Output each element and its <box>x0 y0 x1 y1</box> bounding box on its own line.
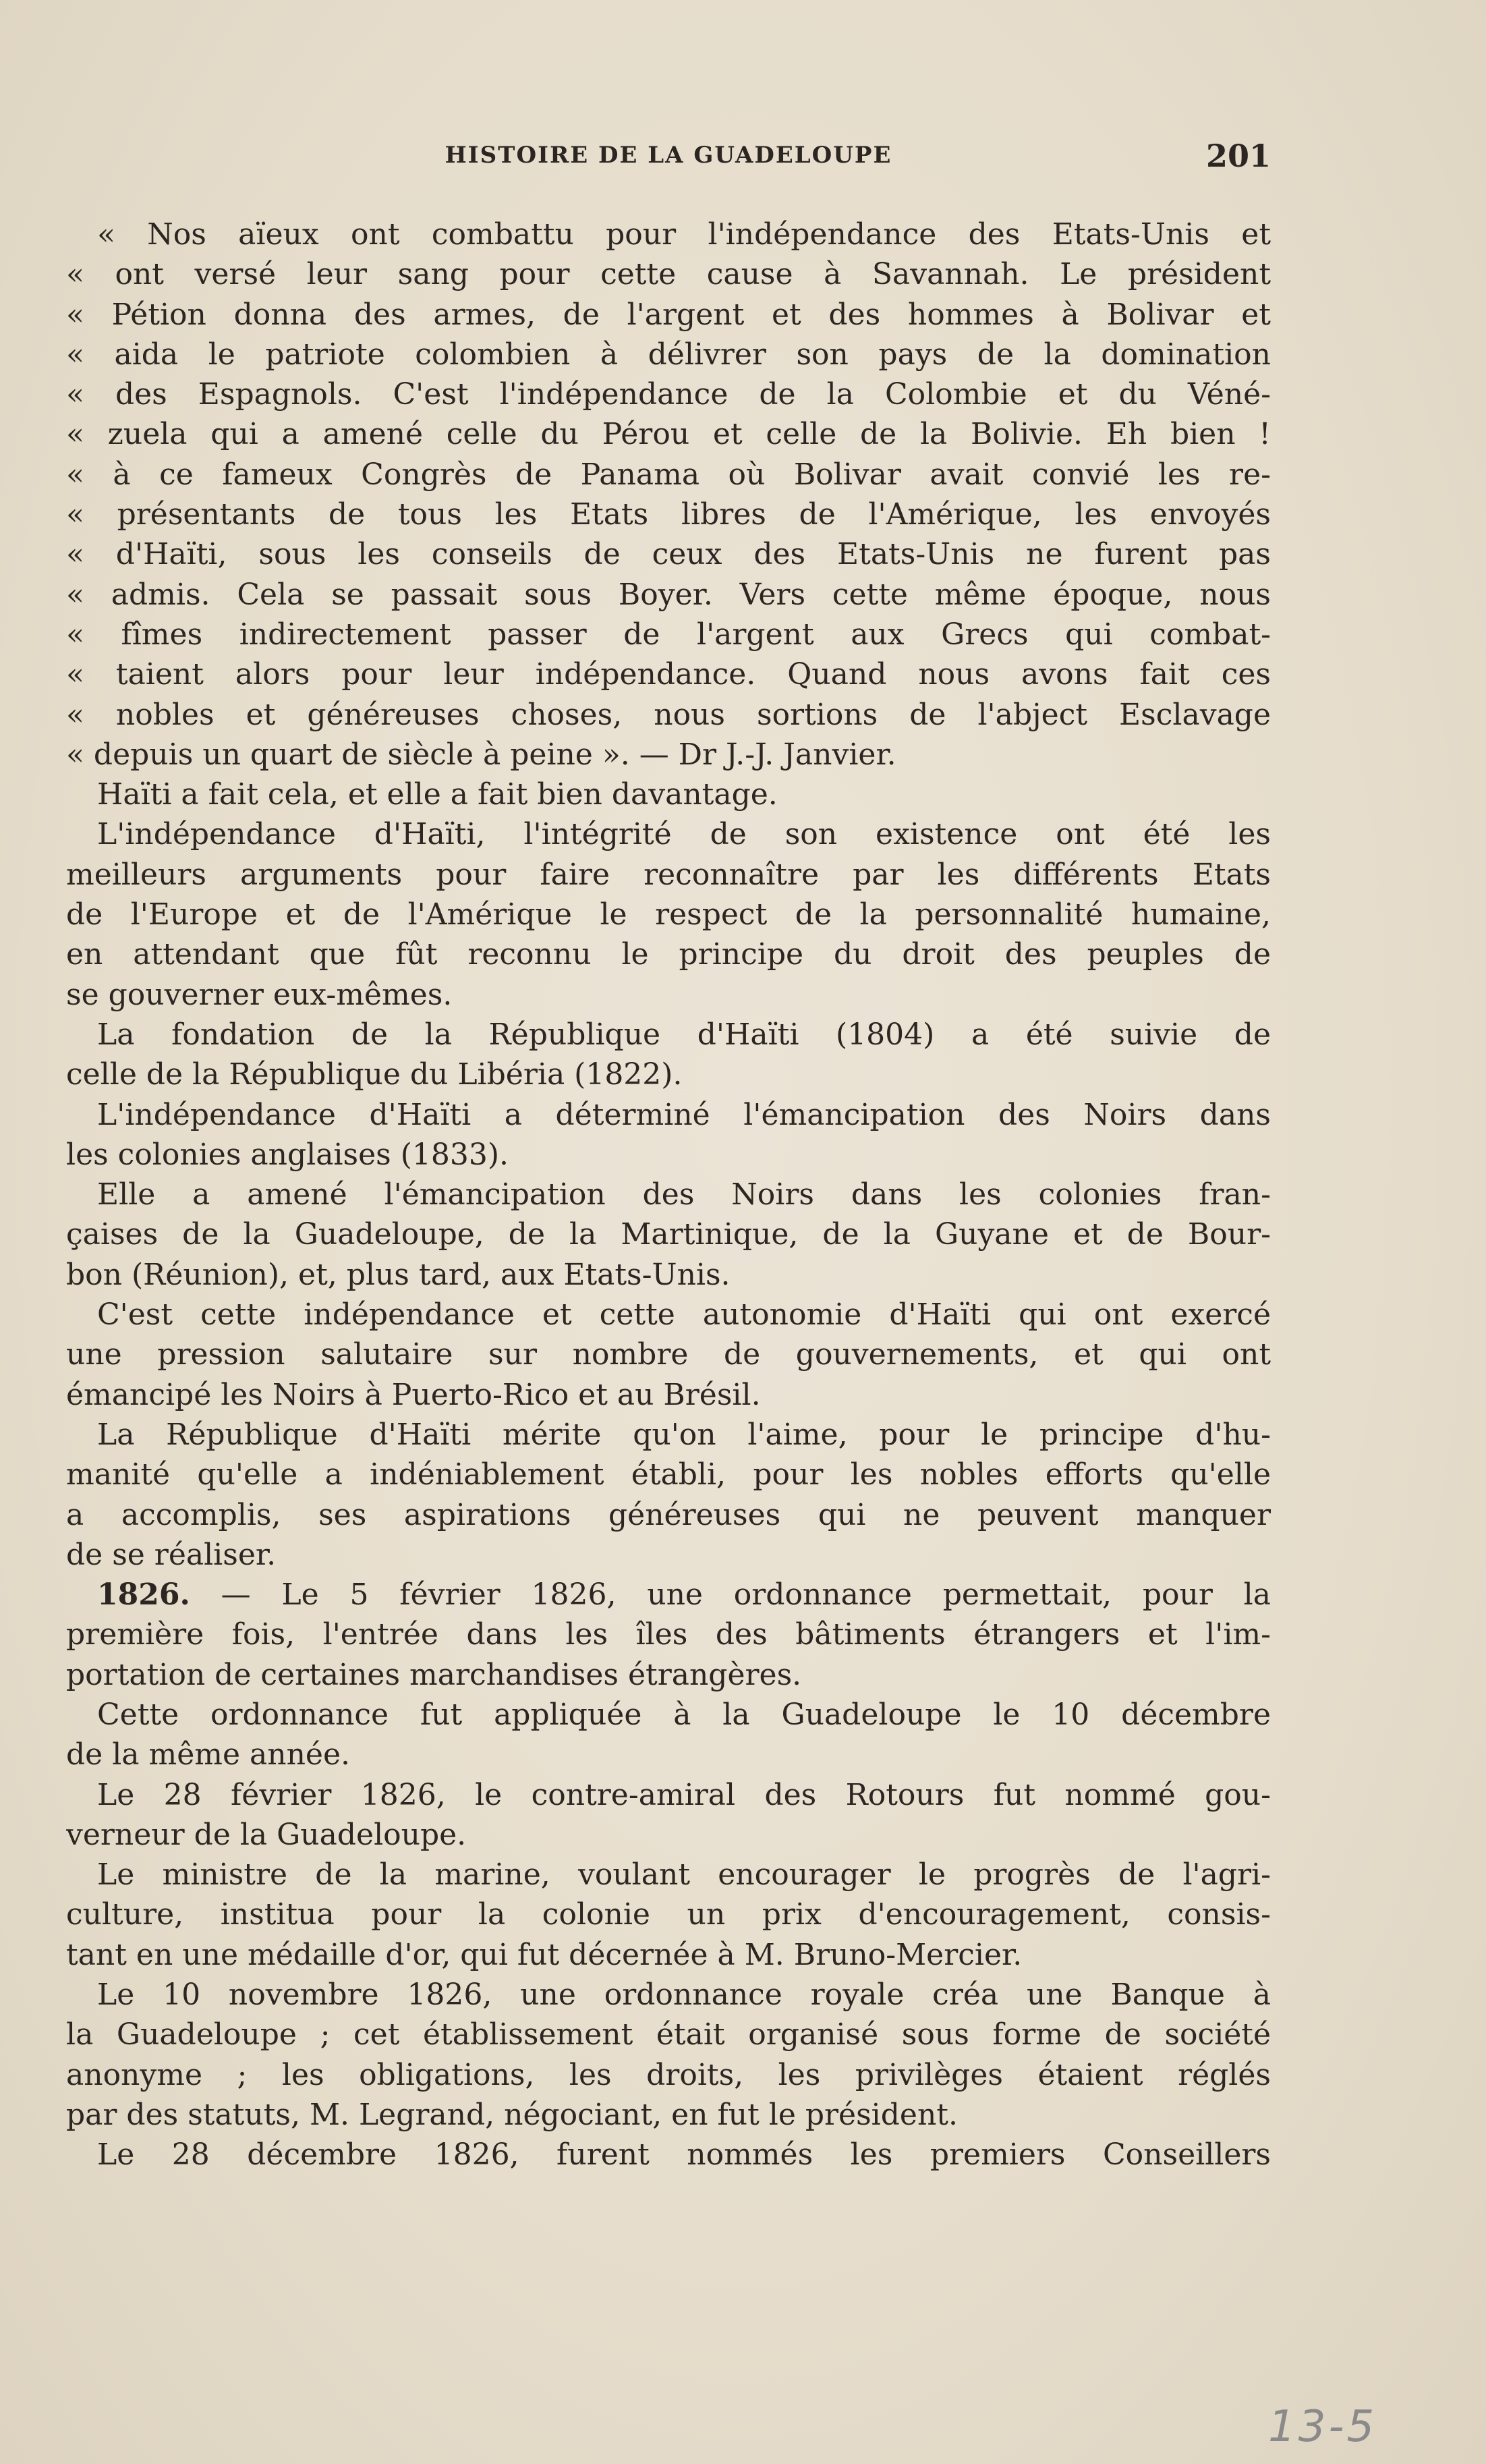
body-text <box>66 215 1271 2175</box>
line-text: la Guadeloupe ; cet établissement était organisé sous forme de société <box>66 2017 1271 2052</box>
line-text: portation de certaines marchandises étrangères. <box>66 1657 802 1692</box>
text-line <box>66 1495 1271 1535</box>
text-line <box>66 495 1271 534</box>
text-line <box>66 215 1271 254</box>
text-line <box>66 1775 1271 1815</box>
line-text: C'est cette indépendance et cette autonomie d'Haïti qui ont exercé <box>97 1297 1271 1333</box>
text-line <box>66 455 1271 495</box>
line-text: meilleurs arguments pour faire reconnaître par les différents Etats <box>66 857 1271 892</box>
text-line <box>66 1015 1271 1055</box>
line-text: en attendant que fût reconnu le principe du droit des peuples de <box>66 937 1271 972</box>
line-text: de la même année. <box>66 1737 350 1772</box>
line-text: Le 10 novembre 1826, une ordonnance royale créa une Banque à <box>97 1978 1271 2013</box>
line-text: une pression salutaire sur nombre de gouvernements, et qui ont <box>66 1337 1271 1372</box>
text-line <box>66 654 1271 694</box>
line-text: çaises de la Guadeloupe, de la Martinique, de la Guyane et de Bour- <box>66 1217 1271 1252</box>
line-text: Cette ordonnance fut appliquée à la Guadeloupe le 10 décembre <box>97 1697 1271 1732</box>
line-text: émancipé les Noirs à Puerto-Rico et au Brésil. <box>66 1377 761 1412</box>
line-text: « d'Haïti, sous les conseils de ceux des Etats-Unis ne furent pas <box>66 537 1271 572</box>
text-line <box>66 1335 1271 1374</box>
text-line <box>66 1055 1271 1094</box>
text-line <box>66 1975 1271 2015</box>
text-line <box>66 575 1271 615</box>
line-text: La fondation de la République d'Haïti (1804) a été suivie de <box>97 1017 1271 1052</box>
text-line <box>66 1695 1271 1735</box>
line-text: bon (Réunion), et, plus tard, aux Etats-Unis. <box>66 1257 731 1292</box>
line-text: Elle a amené l'émancipation des Noirs dans les colonies fran- <box>97 1177 1271 1212</box>
line-text: « à ce fameux Congrès de Panama où Bolivar avait convié les re- <box>66 457 1271 492</box>
text-line <box>66 695 1271 735</box>
text-line <box>66 254 1271 294</box>
text-line <box>66 1455 1271 1494</box>
line-text: « présentants de tous les Etats libres de l'Amérique, les envoyés <box>66 497 1271 532</box>
text-line <box>66 1655 1271 1695</box>
line-text: culture, institua pour la colonie un prix d'encouragement, consis- <box>66 1897 1271 1932</box>
text-line <box>66 1214 1271 1254</box>
line-text: manité qu'elle a indéniablement établi, pour les nobles efforts qu'elle <box>66 1457 1271 1492</box>
text-line <box>66 895 1271 934</box>
line-text: par des statuts, M. Legrand, négociant, en fut le président. <box>66 2097 958 2132</box>
text-line <box>66 1615 1271 1654</box>
text-line <box>66 1815 1271 1855</box>
text-line <box>66 1295 1271 1335</box>
page-header <box>66 138 1271 182</box>
line-text: tant en une médaille d'or, qui fut décernée à M. Bruno-Mercier. <box>66 1937 1023 1972</box>
text-line <box>66 1135 1271 1175</box>
line-text: « ont versé leur sang pour cette cause à Savannah. Le président <box>66 257 1271 292</box>
text-line <box>66 1175 1271 1214</box>
text-line <box>66 1375 1271 1415</box>
text-line <box>66 2095 1271 2135</box>
text-line <box>66 615 1271 654</box>
line-text: « aida le patriote colombien à délivrer son pays de la domination <box>66 337 1271 372</box>
line-text: L'indépendance d'Haïti a déterminé l'émancipation des Noirs dans <box>97 1097 1271 1132</box>
line-text: — Le 5 février 1826, une ordonnance permettait, pour la <box>190 1577 1271 1613</box>
line-text: « des Espagnols. C'est l'indépendance de la Colombie et du Véné- <box>66 377 1271 412</box>
text-line <box>66 1575 1271 1615</box>
text-line <box>66 1415 1271 1455</box>
text-line <box>66 534 1271 574</box>
line-text: « Nos aïeux ont combattu pour l'indépendance des Etats-Unis et <box>97 217 1271 252</box>
page-number: 201 <box>1205 138 1271 174</box>
text-line <box>66 335 1271 374</box>
year-heading: 1826. <box>97 1577 190 1613</box>
text-line <box>66 1895 1271 1934</box>
text-line <box>66 1255 1271 1295</box>
line-text: Le 28 décembre 1826, furent nommés les premiers Conseillers <box>97 2137 1271 2173</box>
text-line <box>66 1935 1271 1975</box>
line-text: se gouverner eux-mêmes. <box>66 977 453 1012</box>
text-line <box>66 775 1271 814</box>
text-line <box>66 814 1271 854</box>
line-text: « zuela qui a amené celle du Pérou et celle de la Bolivie. Eh bien ! <box>66 417 1271 452</box>
line-text: « admis. Cela se passait sous Boyer. Vers cette même époque, nous <box>66 577 1271 612</box>
line-text: Le ministre de la marine, voulant encourager le progrès de l'agri- <box>97 1857 1271 1893</box>
text-line <box>66 975 1271 1015</box>
text-line <box>66 1095 1271 1135</box>
text-line <box>66 934 1271 974</box>
line-text: L'indépendance d'Haïti, l'intégrité de son existence ont été les <box>97 817 1271 852</box>
text-line <box>66 735 1271 775</box>
text-line <box>66 1535 1271 1575</box>
text-line <box>66 414 1271 454</box>
line-text: de l'Europe et de l'Amérique le respect de la personnalité humaine, <box>66 897 1271 932</box>
line-text: « fîmes indirectement passer de l'argent aux Grecs qui combat- <box>66 617 1271 652</box>
line-text: de se réaliser. <box>66 1537 277 1572</box>
text-line <box>66 374 1271 414</box>
text-line <box>66 295 1271 335</box>
line-text: « Pétion donna des armes, de l'argent et des hommes à Bolivar et <box>66 297 1271 332</box>
line-text: verneur de la Guadeloupe. <box>66 1817 467 1852</box>
line-text: La République d'Haïti mérite qu'on l'aime, pour le principe d'hu- <box>97 1417 1271 1452</box>
text-line <box>66 2015 1271 2054</box>
line-text: « depuis un quart de siècle à peine ». — Dr J.-J. Janvier. <box>66 737 896 772</box>
line-text: « taient alors pour leur indépendance. Quand nous avons fait ces <box>66 657 1271 692</box>
text-line <box>66 855 1271 895</box>
text-line <box>66 1735 1271 1774</box>
line-text: celle de la République du Libéria (1822). <box>66 1057 683 1092</box>
line-text: Haïti a fait cela, et elle a fait bien davantage. <box>97 777 778 812</box>
line-text: Le 28 février 1826, le contre-amiral des Rotours fut nommé gou- <box>97 1777 1271 1812</box>
handwritten-archive-note: 13-5 <box>1268 2402 1377 2452</box>
line-text: première fois, l'entrée dans les îles des bâtiments étrangers et l'im- <box>66 1617 1271 1652</box>
line-text: les colonies anglaises (1833). <box>66 1137 509 1172</box>
running-title: HISTOIRE DE LA GUADELOUPE <box>445 142 892 169</box>
line-text: anonyme ; les obligations, les droits, les privilèges étaient réglés <box>66 2057 1271 2092</box>
text-line <box>66 2055 1271 2095</box>
line-text: « nobles et généreuses choses, nous sortions de l'abject Esclavage <box>66 697 1271 732</box>
line-text: a accomplis, ses aspirations généreuses qui ne peuvent manquer <box>66 1497 1271 1532</box>
text-line <box>66 2135 1271 2175</box>
text-line <box>66 1855 1271 1895</box>
